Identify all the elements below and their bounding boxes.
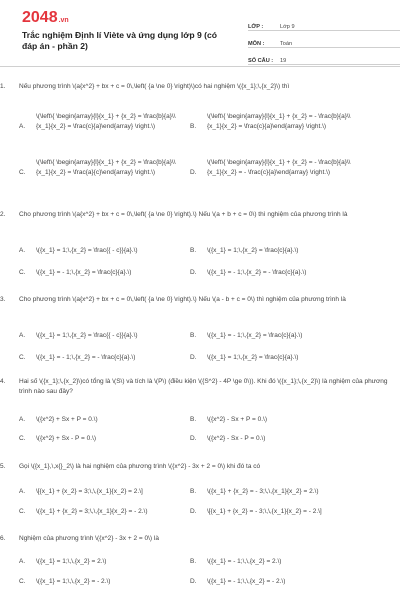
option-letter: C.	[19, 435, 26, 442]
site-logo[interactable]	[22, 9, 69, 27]
option-letter: D.	[190, 169, 197, 176]
option-text: \({x_1} = - 1;\,{x_2} = \frac{c}{a}.\)	[36, 269, 132, 276]
option-text: \({x_1} = 1;\,\,{x_2} = 2.\)	[36, 558, 107, 565]
option-letter: B.	[190, 123, 197, 130]
option-letter: C.	[19, 508, 26, 515]
option-text: \({x_1} = - 1;\,{x_2} = - \frac{c}{a}.\)	[36, 354, 136, 361]
option-text: \(\left\{ \begin{array}{l}{x_1} + {x_2} = - \frac{b}{a}\\{x_1}{x_2} = - \frac{c}{a}\end{array} \right.\)	[207, 159, 351, 176]
option-text: \({x_1} = 1;\,{x_2} = \frac{c}{a}.\)	[207, 247, 299, 254]
question-number: 2.	[0, 211, 6, 218]
option-letter: B.	[190, 332, 197, 339]
question-stem: Nghiệm của phương trình \({x^2} - 3x + 2 = 0\) là	[19, 535, 159, 542]
option-text: \({x_1} = 1;\,{x_2} = \frac{{ - c}}{a}.\)	[36, 332, 138, 339]
option-letter: A.	[19, 416, 26, 423]
option-text: \({x^2} - Sx - P = 0.\)	[207, 435, 266, 442]
meta-row-question-count	[248, 48, 400, 65]
option-letter: D.	[190, 435, 197, 442]
question-number: 3.	[0, 296, 6, 303]
option-text: \({x_1} + {x_2} = - 3;\,\,{x_1}{x_2} = 2.\)	[207, 488, 319, 495]
option-text: \({x^2} + Sx + P = 0.\)	[36, 416, 98, 423]
option-letter: B.	[190, 247, 197, 254]
document-title: Trắc nghiệm Định lí Viète và ứng dụng lớp 9 (có đáp án - phần 2)	[22, 30, 218, 51]
meta-value: Toán	[280, 41, 293, 47]
option-text: \({x_1} = 1;\,{x_2} = \frac{{ - c}}{a}.\)	[36, 247, 138, 254]
option-letter: B.	[190, 558, 197, 565]
logo-suffix: .vn	[58, 17, 69, 24]
question-number: 5.	[0, 463, 6, 470]
option-letter: D.	[190, 354, 197, 361]
question-stem: Cho phương trình \(a{x^2} + bx + c = 0\,\left( {a \ne 0} \right).\) Nếu \(a + b + c = 0\) thì nghiệm của phương trình là	[19, 211, 348, 218]
option-text: \({x_1} = - 1;\,{x_2} = \frac{c}{a}.\)	[207, 332, 303, 339]
question-number: 6.	[0, 535, 6, 542]
header-divider	[0, 66, 400, 67]
meta-row-grade	[248, 14, 400, 31]
option-letter: C.	[19, 354, 26, 361]
option-text: \({x_1} = - 1;\,\,{x_2} = - 2.\)	[207, 578, 286, 585]
question-number: 4.	[0, 378, 6, 385]
meta-value: Lớp 9	[280, 24, 295, 30]
meta-key: LỚP :	[248, 24, 264, 30]
question-stem: Cho phương trình \(a{x^2} + bx + c = 0\,\left( {a \ne 0} \right).\) Nếu \(a - b + c = 0\) thì nghiệm của phương trình là	[19, 296, 346, 303]
question-number: 1.	[0, 83, 6, 90]
option-letter: A.	[19, 247, 26, 254]
option-text: \({x_1} = - 1;\,{x_2} = - \frac{c}{a}.\)	[207, 269, 307, 276]
option-letter: A.	[19, 332, 26, 339]
option-letter: A.	[19, 558, 26, 565]
question-stem: Nếu phương trình \(a{x^2} + bx + c = 0\,\left( {a \ne 0} \right)\)có hai nghiệm \({x_1};\,{x_2}\) thì	[19, 83, 290, 90]
question-stem: Gọi \({x_1},\,x{}_2\) là hai nghiệm của phương trình \({x^2} - 3x + 2 = 0\) khi đó ta có	[19, 463, 261, 470]
option-letter: D.	[190, 578, 197, 585]
meta-box	[248, 14, 400, 65]
option-text: \[{x_1} + {x_2} = - 3;\,\,{x_1}{x_2} = - 2.\]	[207, 508, 322, 515]
option-text: \({x^2} - Sx + P = 0.\)	[207, 416, 268, 423]
option-text: \(\left\{ \begin{array}{l}{x_1} + {x_2} = \frac{b}{a}\\{x_1}{x_2} = \frac{c}{a}\end{array} \right.\)	[36, 113, 176, 130]
option-text: \({x_1} + {x_2} = 3;\,\,{x_1}{x_2} = - 2.\)	[36, 508, 148, 515]
option-letter: C.	[19, 269, 26, 276]
option-letter: D.	[190, 508, 197, 515]
option-letter: A.	[19, 488, 26, 495]
question-stem: Hai số \({x_1};\,{x_2}\)có tổng là \(S\) và tích là \(P\) (điều kiện \({S^2} - 4P \ge 0\)). Khi đó \({x_1};\,{x_2}\) là nghiệm của phương trình nào sau đây?	[19, 378, 388, 395]
meta-row-subject	[248, 31, 400, 48]
option-text: \(\left\{ \begin{array}{l}{x_1} + {x_2} = \frac{b}{a}\\{x_1}{x_2} = \frac{a}{c}\end{array} \right.\)	[36, 159, 176, 176]
meta-key: MÔN :	[248, 41, 265, 47]
option-letter: D.	[190, 269, 197, 276]
header	[22, 0, 378, 64]
option-text: \({x^2} + Sx - P = 0.\)	[36, 435, 97, 442]
option-text: \({x_1} = 1;\,{x_2} = \frac{c}{a}.\)	[207, 354, 299, 361]
option-letter: B.	[190, 488, 197, 495]
logo-text: 2048	[22, 9, 58, 26]
option-letter: C.	[19, 578, 26, 585]
option-text: \({x_1} = - 1;\,\,{x_2} = 2.\)	[207, 558, 282, 565]
meta-value: 19	[280, 58, 287, 64]
option-letter: B.	[190, 416, 197, 423]
option-text: \(\left\{ \begin{array}{l}{x_1} + {x_2} = - \frac{b}{a}\\{x_1}{x_2} = \frac{c}{a}\end{array} \right.\)	[207, 113, 351, 130]
option-text: \({x_1} = 1;\,\,{x_2} = - 2.\)	[36, 578, 111, 585]
option-text: \[{x_1} + {x_2} = 3;\,\,{x_1}{x_2} = 2.\]	[36, 488, 143, 495]
option-letter: A.	[19, 123, 26, 130]
option-letter: C.	[19, 169, 26, 176]
meta-key: SỐ CÂU :	[248, 58, 274, 64]
